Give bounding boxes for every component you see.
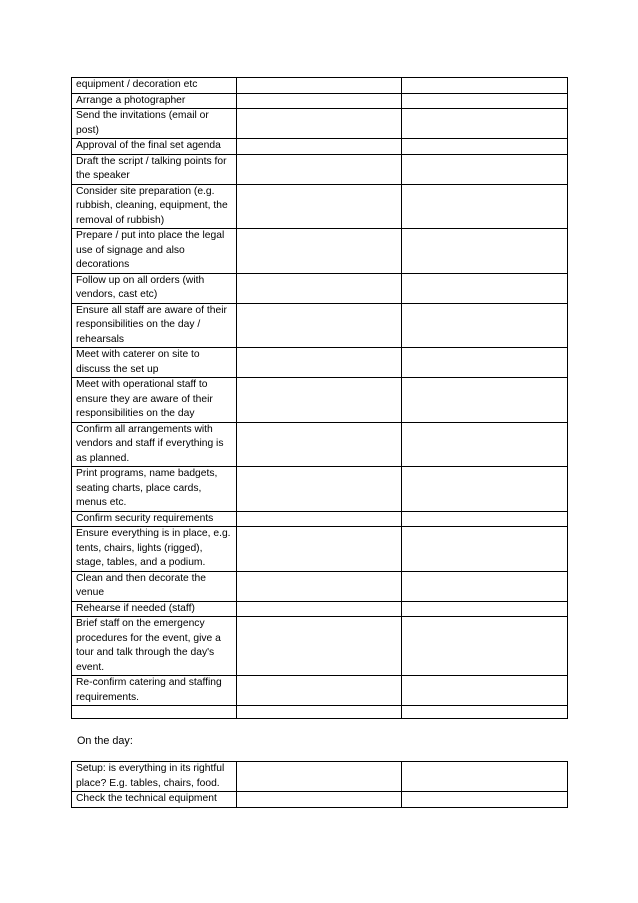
table-row: [72, 303, 568, 348]
table-row: [72, 676, 568, 706]
task-cell: Consider site preparation (e.g. rubbish, cleaning, equipment, the removal of rubbish): [72, 184, 237, 229]
owner-cell[interactable]: [237, 229, 402, 274]
owner-cell[interactable]: [237, 467, 402, 512]
owner-cell[interactable]: [237, 706, 402, 719]
table-row: [72, 273, 568, 303]
table-row: [72, 422, 568, 467]
owner-cell[interactable]: [237, 273, 402, 303]
task-cell: Ensure everything is in place, e.g. tents, chairs, lights (rigged), stage, tables, and a podium.: [72, 527, 237, 572]
task-cell: Clean and then decorate the venue: [72, 571, 237, 601]
owner-cell[interactable]: [237, 378, 402, 423]
status-cell[interactable]: [402, 229, 568, 274]
status-cell[interactable]: [402, 676, 568, 706]
status-cell[interactable]: [402, 511, 568, 527]
task-cell: Re-confirm catering and staffing requirements.: [72, 676, 237, 706]
status-cell[interactable]: [402, 273, 568, 303]
status-cell[interactable]: [402, 154, 568, 184]
status-cell[interactable]: [402, 78, 568, 94]
table-row: [72, 348, 568, 378]
owner-cell[interactable]: [237, 527, 402, 572]
task-cell: Brief staff on the emergency procedures for the event, give a tour and talk through the day's event.: [72, 617, 237, 676]
table-row: [72, 617, 568, 676]
owner-cell[interactable]: [237, 511, 402, 527]
on-the-day-body: [72, 762, 568, 808]
task-cell: Confirm security requirements: [72, 511, 237, 527]
task-cell: Ensure all staff are aware of their responsibilities on the day / rehearsals: [72, 303, 237, 348]
on-the-day-table: [71, 761, 568, 808]
table-row: [72, 511, 568, 527]
task-cell: Check the technical equipment: [72, 792, 237, 808]
table-row: [72, 93, 568, 109]
status-cell[interactable]: [402, 706, 568, 719]
status-cell[interactable]: [402, 378, 568, 423]
status-cell[interactable]: [402, 139, 568, 155]
table-row: [72, 792, 568, 808]
owner-cell[interactable]: [237, 571, 402, 601]
status-cell[interactable]: [402, 422, 568, 467]
owner-cell[interactable]: [237, 139, 402, 155]
owner-cell[interactable]: [237, 109, 402, 139]
task-cell: Meet with operational staff to ensure they are aware of their responsibilities on the day: [72, 378, 237, 423]
status-cell[interactable]: [402, 109, 568, 139]
status-cell[interactable]: [402, 527, 568, 572]
task-cell: [72, 706, 237, 719]
owner-cell[interactable]: [237, 617, 402, 676]
table-row: [72, 378, 568, 423]
table-row: [72, 154, 568, 184]
task-cell: Print programs, name badgets, seating charts, place cards, menus etc.: [72, 467, 237, 512]
status-cell[interactable]: [402, 762, 568, 792]
task-cell: Meet with caterer on site to discuss the set up: [72, 348, 237, 378]
status-cell[interactable]: [402, 617, 568, 676]
owner-cell[interactable]: [237, 601, 402, 617]
owner-cell[interactable]: [237, 303, 402, 348]
owner-cell[interactable]: [237, 78, 402, 94]
task-cell: Arrange a photographer: [72, 93, 237, 109]
table-row: [72, 229, 568, 274]
status-cell[interactable]: [402, 467, 568, 512]
table-row: [72, 184, 568, 229]
status-cell[interactable]: [402, 93, 568, 109]
table-row: [72, 109, 568, 139]
task-cell: Prepare / put into place the legal use of signage and also decorations: [72, 229, 237, 274]
status-cell[interactable]: [402, 184, 568, 229]
table-row: [72, 527, 568, 572]
task-cell: equipment / decoration etc: [72, 78, 237, 94]
section-heading-on-the-day: On the day:: [77, 735, 133, 747]
table-row: [72, 706, 568, 719]
owner-cell[interactable]: [237, 792, 402, 808]
event-checklist-body: [72, 78, 568, 719]
status-cell[interactable]: [402, 792, 568, 808]
task-cell: Follow up on all orders (with vendors, cast etc): [72, 273, 237, 303]
table-row: [72, 467, 568, 512]
task-cell: Send the invitations (email or post): [72, 109, 237, 139]
owner-cell[interactable]: [237, 422, 402, 467]
task-cell: Setup: is everything in its rightful place? E.g. tables, chairs, food.: [72, 762, 237, 792]
owner-cell[interactable]: [237, 154, 402, 184]
status-cell[interactable]: [402, 303, 568, 348]
table-row: [72, 762, 568, 792]
status-cell[interactable]: [402, 571, 568, 601]
owner-cell[interactable]: [237, 676, 402, 706]
status-cell[interactable]: [402, 601, 568, 617]
task-cell: Confirm all arrangements with vendors and staff if everything is as planned.: [72, 422, 237, 467]
table-row: [72, 571, 568, 601]
table-row: [72, 601, 568, 617]
owner-cell[interactable]: [237, 348, 402, 378]
task-cell: Draft the script / talking points for the speaker: [72, 154, 237, 184]
event-checklist-table: [71, 77, 568, 719]
status-cell[interactable]: [402, 348, 568, 378]
task-cell: Rehearse if needed (staff): [72, 601, 237, 617]
owner-cell[interactable]: [237, 93, 402, 109]
owner-cell[interactable]: [237, 762, 402, 792]
owner-cell[interactable]: [237, 184, 402, 229]
task-cell: Approval of the final set agenda: [72, 139, 237, 155]
table-row: [72, 139, 568, 155]
table-row: [72, 78, 568, 94]
